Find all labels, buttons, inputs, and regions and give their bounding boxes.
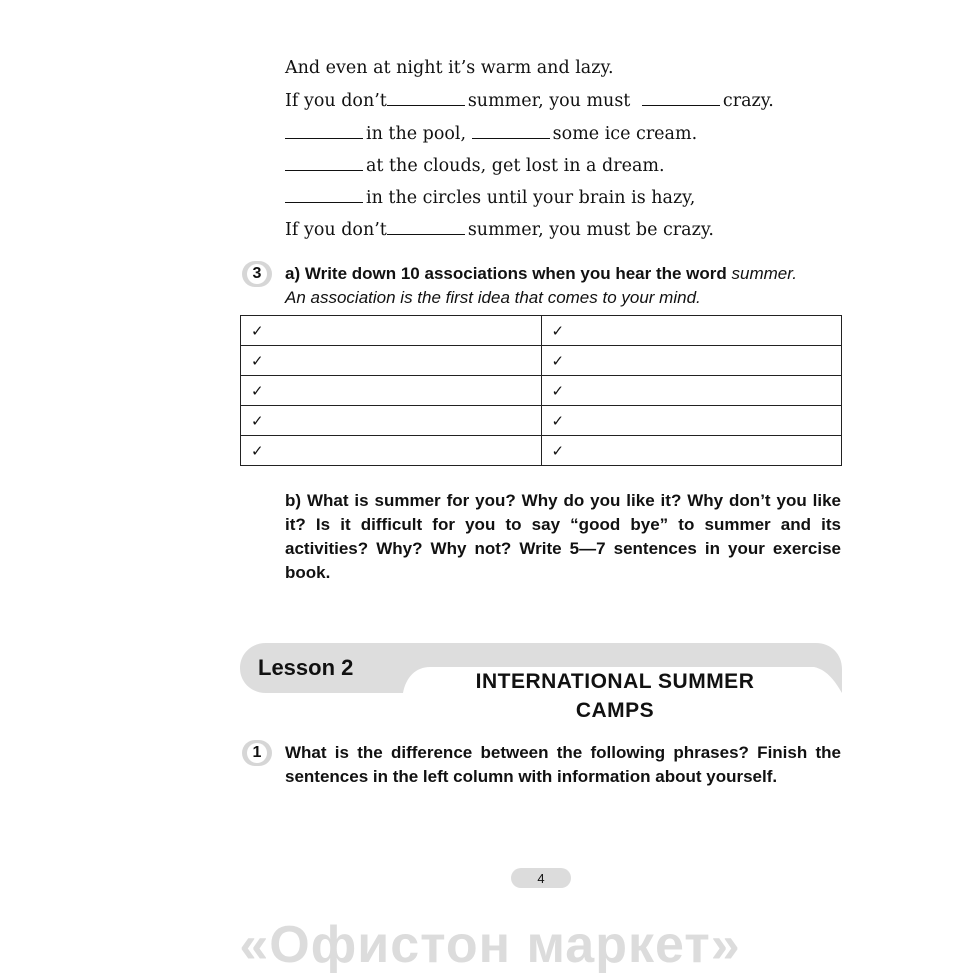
fill-in-blank[interactable] (472, 120, 550, 139)
check-icon: ✓ (551, 441, 565, 460)
poem-text: crazy. (722, 91, 774, 112)
fill-in-blank[interactable] (285, 184, 363, 203)
fill-in-blank[interactable] (387, 216, 465, 235)
association-cell[interactable] (241, 436, 542, 466)
watermark: «Офистон маркет» (239, 916, 741, 974)
poem-text: summer, you must (467, 91, 631, 112)
task-3a-instructions (285, 262, 845, 310)
association-cell[interactable] (241, 346, 542, 376)
check-icon: ✓ (551, 381, 565, 400)
check-icon: ✓ (551, 321, 565, 340)
check-icon: ✓ (251, 441, 264, 460)
poem-text: And even at night it’s warm and lazy. (285, 58, 614, 78)
association-cell[interactable] (241, 316, 542, 346)
lesson-title-line: INTERNATIONAL SUMMER (475, 670, 755, 693)
table-row (241, 406, 842, 436)
association-cell[interactable] (241, 406, 542, 436)
poem-line-4 (285, 152, 845, 184)
association-cell[interactable] (541, 376, 842, 406)
poem-text: some ice cream. (552, 123, 698, 144)
page-number: 4 (511, 868, 571, 888)
poem-text: at the clouds, get lost in a dream. (366, 155, 665, 176)
check-icon: ✓ (251, 351, 264, 370)
poem-line-5 (285, 184, 845, 216)
poem-line-6 (285, 216, 845, 248)
poem-text: in the pool, (366, 123, 467, 144)
table-row (241, 436, 842, 466)
association-cell[interactable] (541, 316, 842, 346)
association-cell[interactable] (241, 376, 542, 406)
poem-text: If you don’t (285, 91, 387, 112)
task-number-badge (242, 261, 272, 287)
association-cell[interactable] (541, 406, 842, 436)
lesson-title-line: CAMPS (575, 699, 655, 722)
task-number: 3 (247, 264, 267, 284)
task-3a-word: summer. (731, 264, 797, 283)
check-icon: ✓ (251, 321, 264, 340)
task-number-badge (242, 740, 272, 766)
association-cell[interactable] (541, 436, 842, 466)
task-3b-instructions: b) What is summer for you? Why do you like it? Why don’t you like it? Is it difficult for you to say “good bye” to summer and its activities? Why? Why not? Write 5—7 sentences in your exercise book. (285, 491, 841, 582)
table-row (241, 346, 842, 376)
check-icon: ✓ (551, 351, 565, 370)
table-row (241, 316, 842, 346)
fill-in-blank[interactable] (285, 120, 363, 139)
fill-in-blank[interactable] (387, 87, 465, 106)
poem-text: summer, you must be crazy. (467, 220, 714, 241)
task-3a-lead: a) Write down 10 associations when you hear the word (285, 264, 732, 283)
associations-table (240, 315, 842, 466)
lesson-title (425, 667, 805, 725)
table-row (241, 376, 842, 406)
lesson-banner (240, 643, 842, 723)
fill-in-blank[interactable] (642, 87, 720, 106)
task-3a-note: An association is the first idea that comes to your mind. (285, 288, 701, 307)
lesson-2-task-1: What is the difference between the following phrases? Finish the sentences in the left column with information about yourself. (285, 743, 841, 786)
check-icon: ✓ (551, 411, 565, 430)
check-icon: ✓ (251, 381, 264, 400)
poem-text: If you don’t (285, 220, 387, 241)
association-cell[interactable] (541, 346, 842, 376)
fill-in-blank[interactable] (285, 152, 363, 171)
poem-line-1 (285, 55, 845, 87)
check-icon: ✓ (251, 411, 264, 430)
poem-text: in the circles until your brain is hazy, (366, 188, 696, 209)
poem-line-3 (285, 120, 845, 152)
poem (285, 55, 845, 249)
task-number: 1 (247, 743, 267, 763)
poem-line-2 (285, 87, 845, 119)
lesson-label: Lesson 2 (258, 655, 354, 680)
